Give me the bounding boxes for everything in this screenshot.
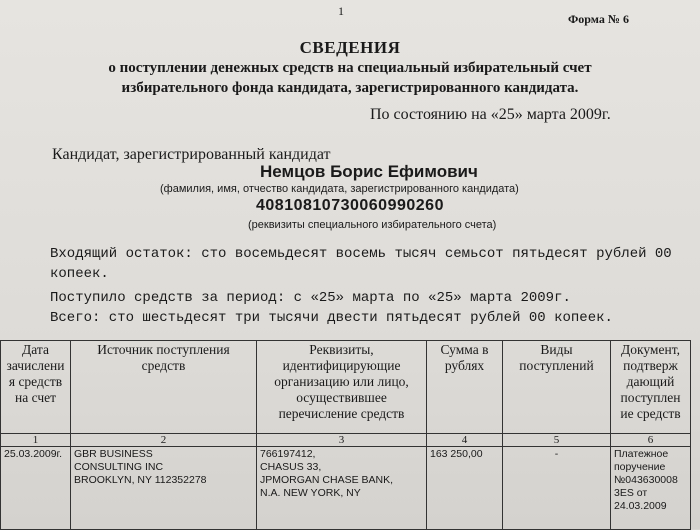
- cell-date: 25.03.2009г.: [1, 447, 71, 530]
- as-of-date: По состоянию на «25» марта 2009г.: [370, 106, 611, 123]
- table-header-row: [1, 341, 691, 434]
- account-number: 40810810730060990260: [256, 197, 444, 214]
- candidate-name-hint: (фамилия, имя, отчество кандидата, зарегистрированного кандидата): [160, 183, 519, 195]
- document-title: СВЕДЕНИЯ: [299, 38, 401, 57]
- table-row: [1, 447, 691, 530]
- received-period: Поступило средств за период: с «25» марта по «25» марта 2009г.: [50, 290, 571, 306]
- account-hint: (реквизиты специального избирательного счета): [248, 219, 497, 231]
- column-number: 5: [503, 434, 611, 447]
- header-requisites: Реквизиты, идентифицирующие организацию или лицо, осуществившее перечисление средств: [257, 341, 427, 434]
- incoming-balance-line-2: копеек.: [50, 266, 109, 282]
- cell-amount: 163 250,00: [427, 447, 503, 530]
- document-subtitle-line-2: избирательного фонда кандидата, зарегистрированного кандидата.: [121, 80, 579, 96]
- candidate-label: Кандидат, зарегистрированный кандидат: [52, 146, 331, 163]
- form-label: Форма № 6: [568, 12, 629, 26]
- receipts-table: [0, 340, 691, 530]
- cell-type: -: [503, 447, 611, 530]
- column-number: 1: [1, 434, 71, 447]
- column-number: 6: [611, 434, 691, 447]
- page-number: 1: [338, 4, 344, 18]
- cell-requisites: 766197412, CHASUS 33, JPMORGAN CHASE BANK, N.A. NEW YORK, NY: [257, 447, 427, 530]
- header-type: Виды поступлений: [503, 341, 611, 434]
- document-subtitle-line-1: о поступлении денежных средств на специальный избирательный счет: [108, 60, 592, 76]
- header-document: Документ, подтверж дающий поступлен ие средств: [611, 341, 691, 434]
- header-date: Дата зачислени я средств на счет: [1, 341, 71, 434]
- incoming-balance-line-1: Входящий остаток: сто восемьдесят восемь тысяч семьсот пятьдесят рублей 00: [50, 246, 672, 262]
- cell-document: Платежное поручение №043630008 3ES от 24.03.2009: [611, 447, 691, 530]
- total-received: Всего: сто шестьдесят три тысячи двести пятьдесят рублей 00 копеек.: [50, 310, 613, 326]
- cell-source: GBR BUSINESS CONSULTING INC BROOKLYN, NY 112352278: [71, 447, 257, 530]
- column-number: 2: [71, 434, 257, 447]
- header-source: Источник поступления средств: [71, 341, 257, 434]
- candidate-name: Немцов Борис Ефимович: [260, 162, 478, 181]
- column-number: 3: [257, 434, 427, 447]
- column-number: 4: [427, 434, 503, 447]
- header-amount: Сумма в рублях: [427, 341, 503, 434]
- table-column-numbers: [1, 434, 691, 447]
